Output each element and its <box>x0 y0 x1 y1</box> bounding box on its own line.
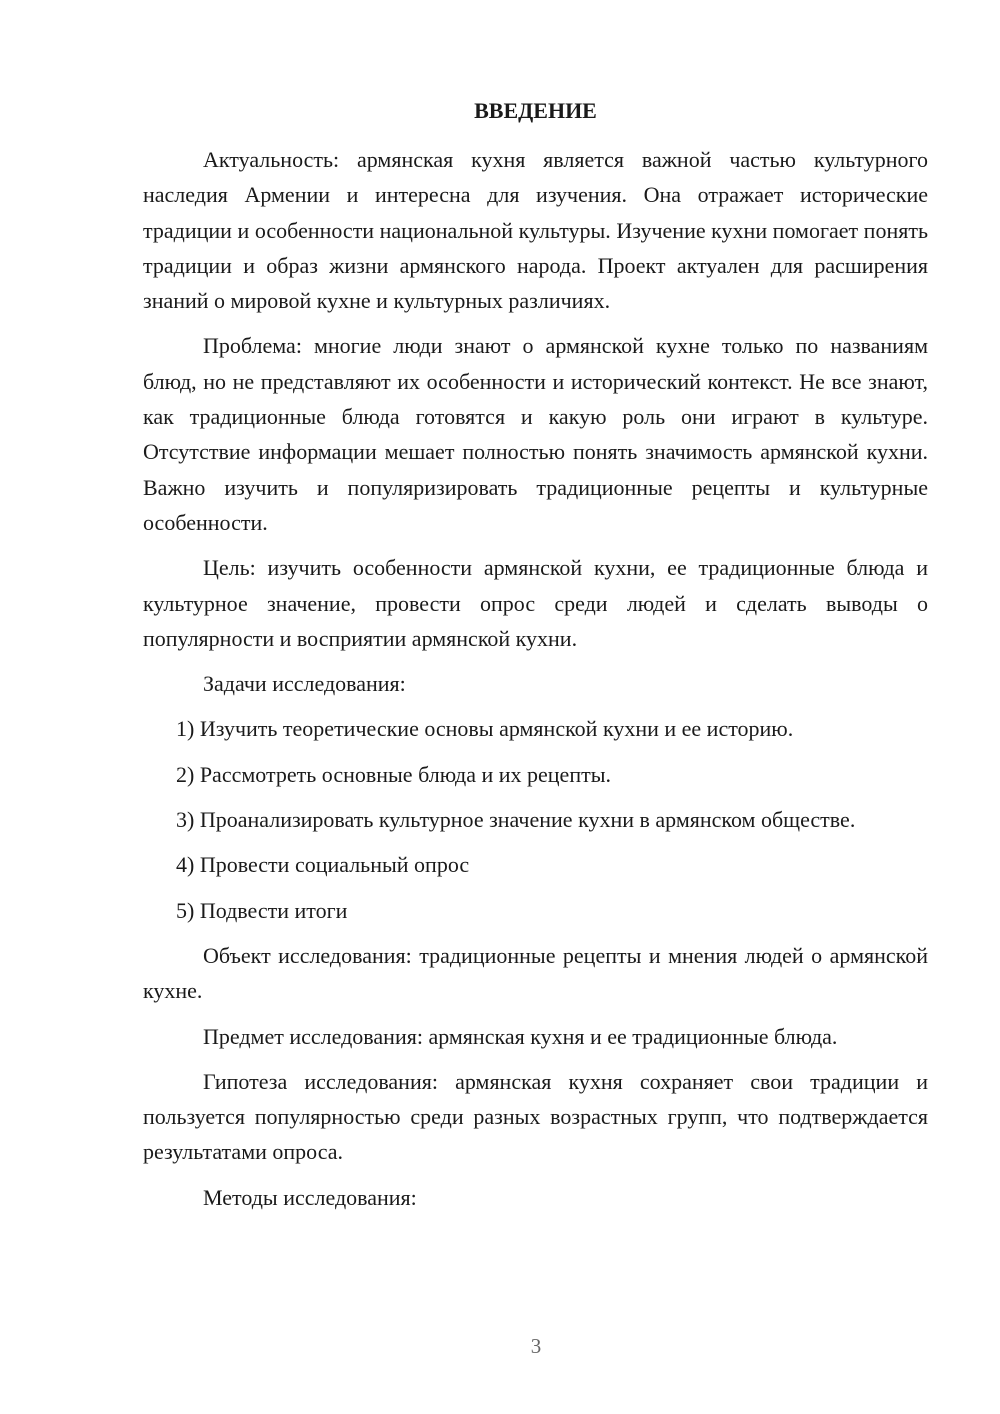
paragraph-object: Объект исследования: традиционные рецепты и мнения людей о армянской кухне. <box>143 942 928 1004</box>
task-item-1: 1) Изучить теоретические основы армянской кухни и ее историю. <box>176 716 794 742</box>
task-item-4: 4) Провести социальный опрос <box>176 852 470 878</box>
task-item-5: 5) Подвести итоги <box>176 897 348 923</box>
paragraph-goal: Цель: изучить особенности армянской кухни, ее традиционные блюда и культурное значение, провести опрос среди людей и сделать выводы о популярности и восприятии армянской кухни. <box>143 555 928 651</box>
task-item-3: 3) Проанализировать культурное значение кухни в армянском обществе. <box>176 807 856 833</box>
page-title: ВВЕДЕНИЕ <box>474 98 597 123</box>
paragraph-hypothesis: Гипотеза исследования: армянская кухня сохраняет свои традиции и пользуется популярностью среди разных возрастных групп, что подтверждается результатами опроса. <box>143 1068 928 1165</box>
task-item-2: 2) Рассмотреть основные блюда и их рецепты. <box>176 761 611 787</box>
paragraph-relevance: Актуальность: армянская кухня является важной частью культурного наследия Армении и интересна для изучения. Она отражает исторические традиции и особенности национальной культуры. Изучение кухни помогает понять традиции и образ жизни армянского народа. Проект актуален для расширения знаний о мировой кухне и культурных различиях. <box>143 147 928 314</box>
page-number: 3 <box>530 1334 542 1358</box>
paragraph-problem: Проблема: многие люди знают о армянской кухне только по названиям блюд, но не представляют их особенности и исторический контекст. Не все знают, как традиционные блюда готовятся и какую роль они играют в культуре. Отсутствие информации мешает полностью понять значимость армянской кухни. Важно изучить и популяризировать традиционные рецепты и культурные особенности. <box>143 333 928 535</box>
paragraph-methods: Методы исследования: <box>203 1184 417 1210</box>
document-body <box>143 142 928 1215</box>
paragraph-tasks-heading: Задачи исследования: <box>203 671 406 697</box>
paragraph-subject: Предмет исследования: армянская кухня и ее традиционные блюда. <box>203 1023 838 1049</box>
